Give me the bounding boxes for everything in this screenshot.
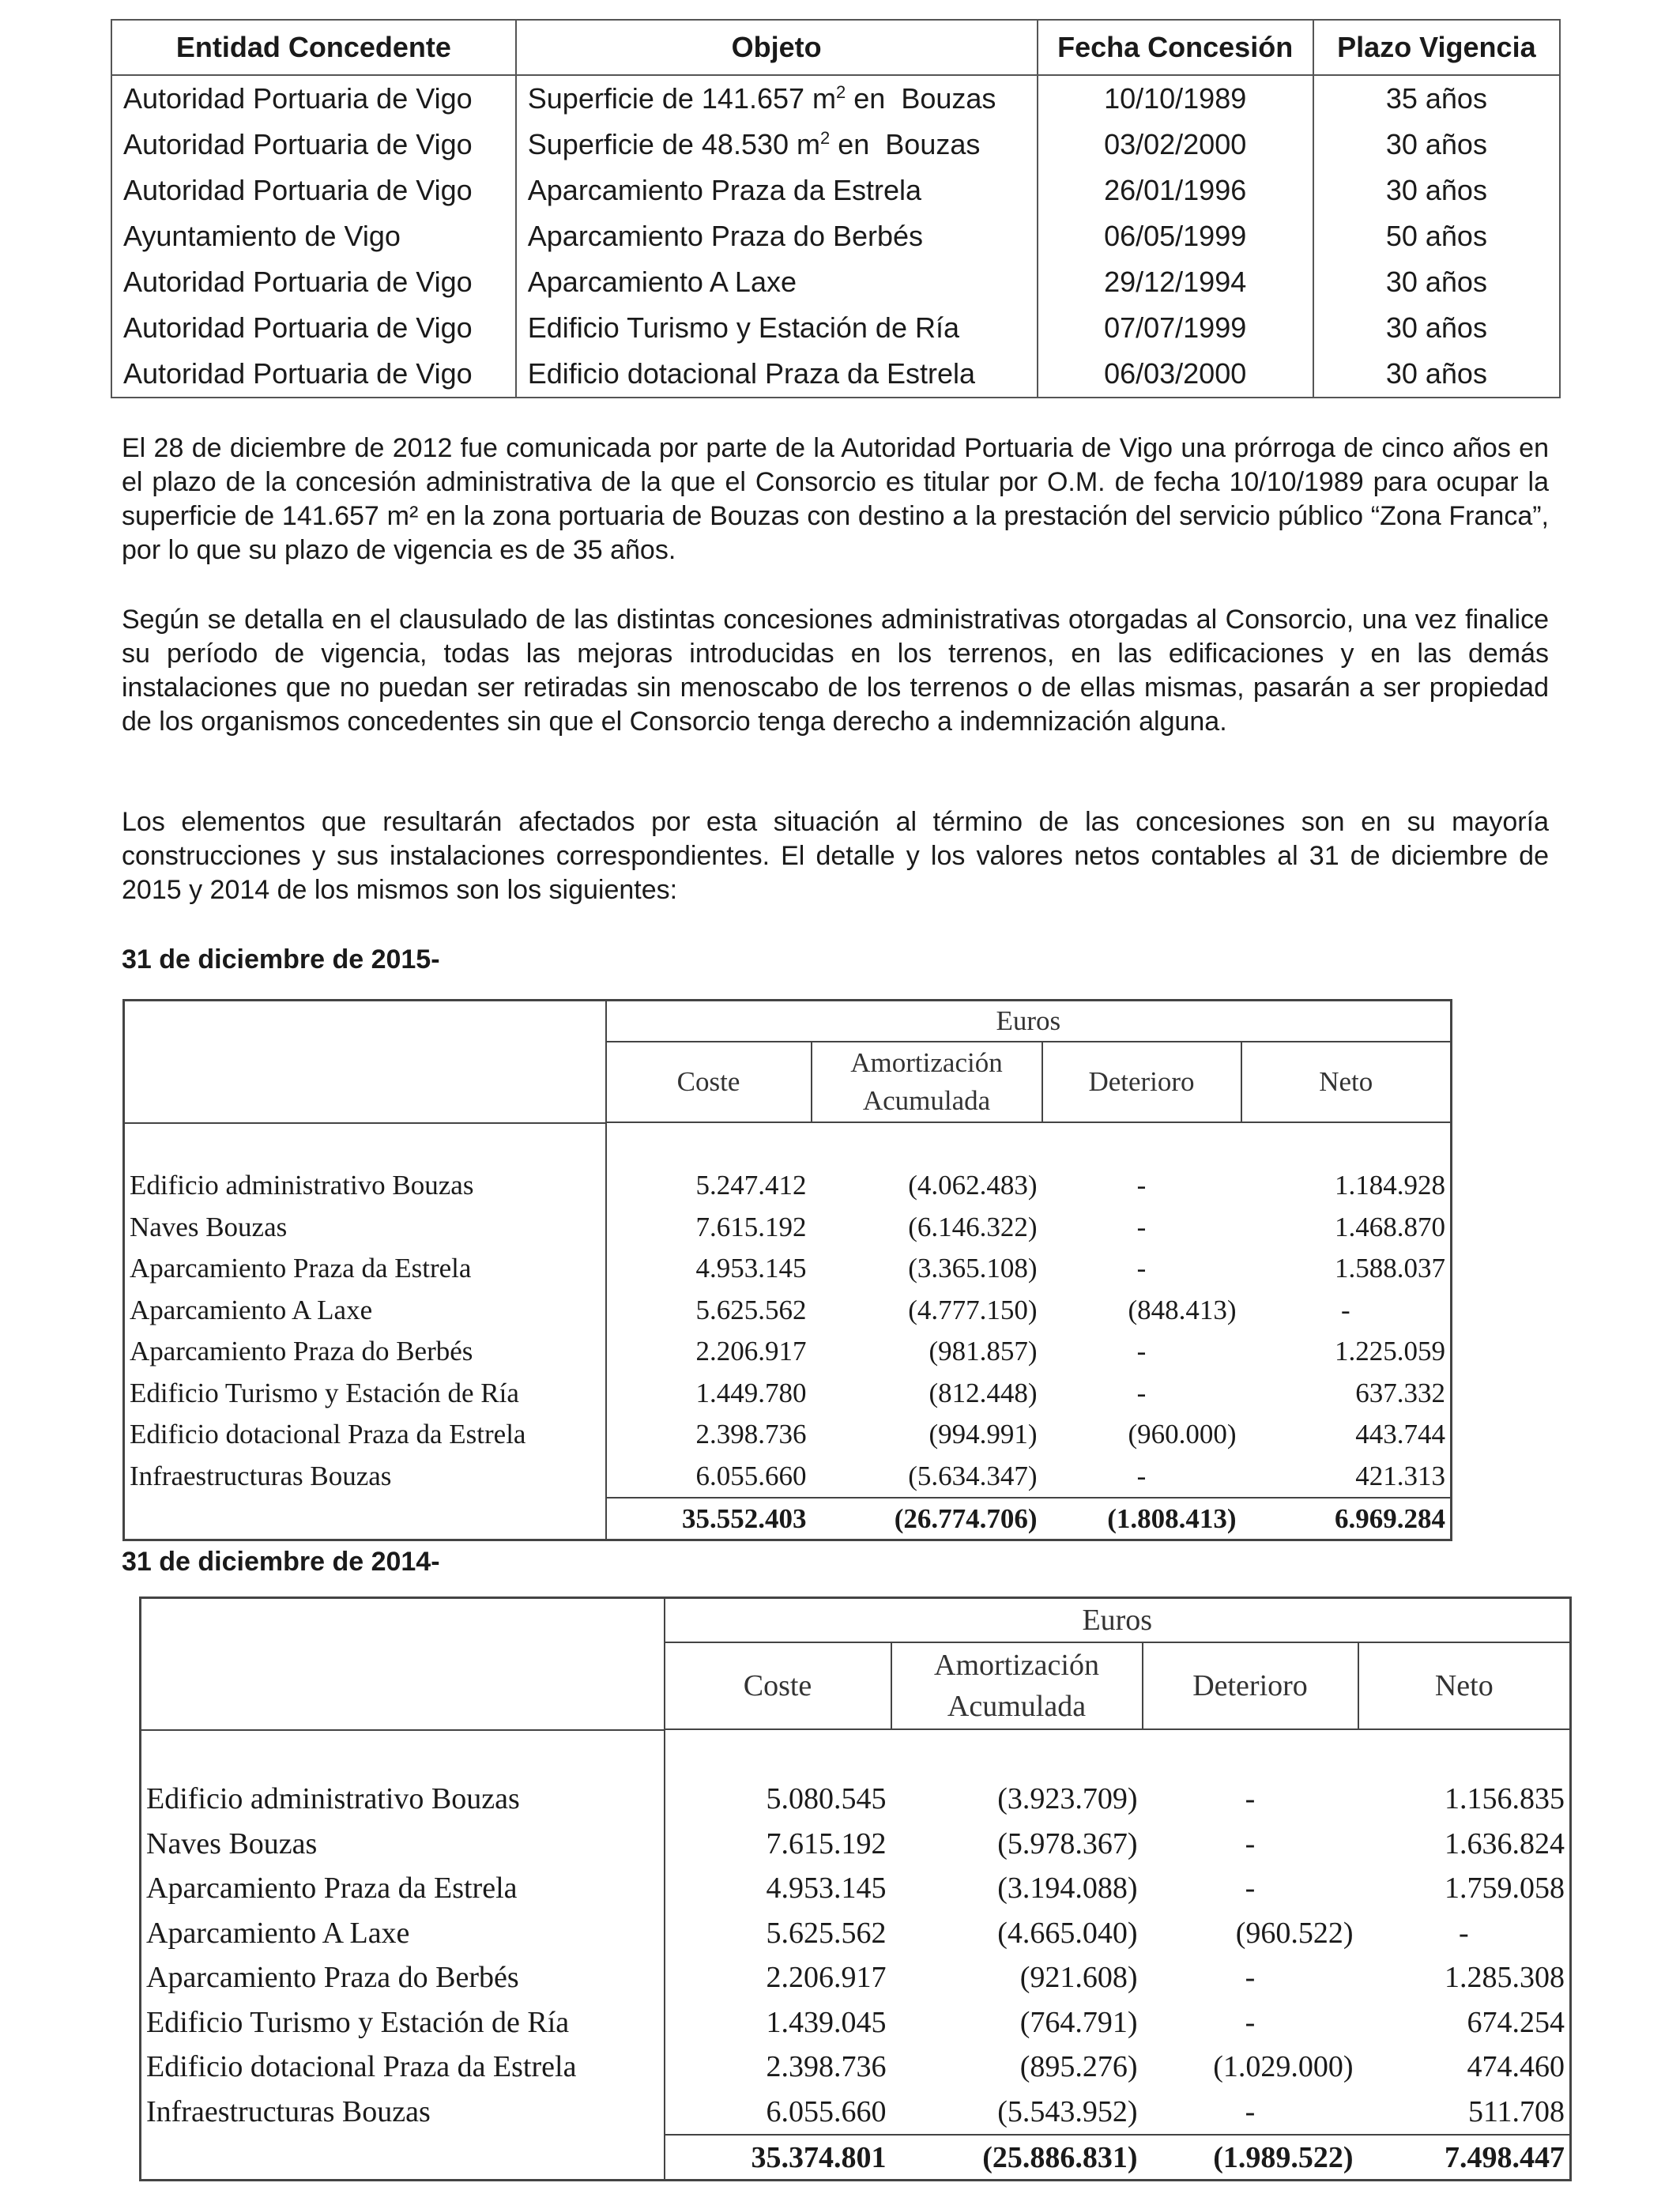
asset-neto: 674.254 [1467,2005,1565,2039]
header-amortizacion-line2: Acumulada [862,1085,991,1116]
assets-table-2015 [122,999,1452,1541]
header-deterioro: Deterioro [1042,1042,1241,1122]
asset-row [141,2000,1571,2045]
concessions-header-row [111,20,1560,75]
total-neto: 6.969.284 [1241,1498,1452,1540]
concession-entidad: Ayuntamiento de Vigo [111,213,516,259]
asset-row [141,2090,1571,2136]
total-row-2014 [141,2135,1571,2181]
asset-label: Aparcamiento Praza do Berbés [141,1955,665,2000]
heading-2014: 31 de diciembre de 2014- [122,1547,440,1577]
asset-coste: 5.625.562 [695,1294,807,1325]
header-objeto: Objeto [516,20,1038,75]
concession-fecha: 06/03/2000 [1038,351,1313,398]
assets-body-2015 [124,1165,1452,1498]
asset-neto: - [1340,1294,1350,1325]
total-coste: 35.552.403 [606,1498,812,1540]
asset-neto: 1.636.824 [1445,1826,1565,1860]
concession-plazo: 50 años [1313,213,1560,259]
header-neto: Neto [1241,1042,1452,1122]
concession-entidad: Autoridad Portuaria de Vigo [111,351,516,398]
asset-coste: 2.206.917 [766,1961,887,1995]
concession-objeto [516,213,1038,259]
asset-row [141,2045,1571,2090]
total-row-2015 [124,1498,1452,1540]
asset-label: Aparcamiento A Laxe [124,1290,606,1332]
asset-coste: 2.398.736 [766,2050,887,2084]
concession-objeto-text: Superficie de 48.530 m [527,128,820,160]
asset-deterioro: - [1245,1961,1256,1995]
asset-row [124,1331,1452,1373]
concession-row [111,351,1560,398]
asset-label: Aparcamiento A Laxe [141,1911,665,1956]
concession-fecha: 06/05/1999 [1038,213,1313,259]
asset-label: Infraestructuras Bouzas [141,2090,665,2136]
concession-plazo: 30 años [1313,305,1560,351]
asset-row [124,1456,1452,1498]
asset-neto: 1.759.058 [1445,1872,1565,1906]
concession-objeto [516,351,1038,398]
asset-row [141,1911,1571,1956]
asset-coste: 7.615.192 [766,1826,887,1860]
asset-neto: 511.708 [1467,2094,1565,2128]
asset-deterioro: - [1136,1253,1147,1284]
asset-amortizacion: (764.791) [1019,2005,1138,2039]
total-neto: 7.498.447 [1358,2135,1571,2181]
asset-neto: 1.156.835 [1445,1782,1565,1816]
asset-amortizacion: (981.857) [929,1336,1038,1367]
asset-amortizacion: (5.634.347) [908,1460,1038,1491]
asset-coste: 2.206.917 [695,1336,807,1367]
concession-objeto-sup: 2 [820,128,831,148]
asset-label: Aparcamiento Praza da Estrela [141,1866,665,1911]
assets-table-2014 [139,1596,1572,2181]
asset-amortizacion: (4.777.150) [908,1294,1038,1325]
concession-objeto [516,122,1038,168]
concession-row [111,75,1560,122]
heading-2015: 31 de diciembre de 2015- [122,944,440,974]
header-currency: Euros [665,1598,1571,1643]
assets-body-2014 [141,1777,1571,2135]
asset-row [141,1955,1571,2000]
concession-entidad: Autoridad Portuaria de Vigo [111,305,516,351]
asset-label: Edificio administrativo Bouzas [141,1777,665,1822]
asset-label: Aparcamiento Praza da Estrela [124,1248,606,1290]
asset-row [141,1777,1571,1822]
header-plazo: Plazo Vigencia [1313,20,1560,75]
asset-deterioro: - [1136,1377,1147,1408]
concession-objeto [516,259,1038,305]
concession-objeto [516,305,1038,351]
asset-coste: 1.439.045 [766,2005,887,2039]
concession-objeto-text: Aparcamiento Praza da Estrela [527,174,922,206]
asset-coste: 5.625.562 [766,1916,887,1950]
asset-coste: 5.247.412 [695,1170,807,1201]
asset-label: Edificio Turismo y Estación de Ría [124,1373,606,1415]
concession-fecha: 07/07/1999 [1038,305,1313,351]
concession-objeto-text: Superficie de 141.657 m [527,82,837,115]
concessions-body [111,75,1560,398]
concession-objeto [516,168,1038,213]
concession-row [111,305,1560,351]
paragraph-prorroga: El 28 de diciembre de 2012 fue comunicada por parte de la Autoridad Portuaria de Vigo una prórroga de cinco años en el plazo de la concesión administrativa de la que el Consorcio es titular por O.M. de fecha 10/10/1989 para ocupar la superficie de 141.657 m² en la zona portuaria de Bouzas con destino a la prestación del servicio público “Zona Franca”, por lo que su plazo de vigencia es de 35 años. [122,433,1549,565]
asset-amortizacion: (3.365.108) [908,1253,1038,1284]
concession-entidad: Autoridad Portuaria de Vigo [111,168,516,213]
paragraph-clausulado: Según se detalla en el clausulado de las distintas concesiones administrativas otorgadas al Consorcio, una vez finalice su período de vigencia, todas las mejoras introducidas en los terrenos, en las edificaciones y en las demás instalaciones que no puedan ser retiradas sin menoscabo de los terrenos o de ellas mismas, pasarán a ser propiedad de los organismos concedentes sin que el Consorcio tenga derecho a indemnización alguna. [122,605,1549,737]
asset-neto: 421.313 [1355,1460,1446,1491]
concession-objeto-tail: en Bouzas [830,128,981,160]
concessions-table [111,19,1561,398]
asset-amortizacion: (3.923.709) [997,1782,1138,1816]
asset-deterioro: - [1245,1872,1256,1906]
asset-label: Edificio dotacional Praza da Estrela [141,2045,665,2090]
header-amortizacion [891,1642,1143,1729]
concession-entidad: Autoridad Portuaria de Vigo [111,122,516,168]
asset-row [141,1866,1571,1911]
asset-amortizacion: (6.146.322) [908,1211,1038,1242]
asset-deterioro: - [1136,1336,1147,1367]
concession-objeto-text: Edificio Turismo y Estación de Ría [527,311,959,344]
total-deterioro: (1.808.413) [1042,1498,1241,1540]
asset-neto: 637.332 [1355,1377,1446,1408]
header-amortizacion-line2: Acumulada [947,1690,1087,1723]
asset-deterioro: (960.522) [1235,1916,1354,1950]
total-amortizacion: (26.774.706) [812,1498,1042,1540]
asset-coste: 5.080.545 [766,1782,887,1816]
asset-row [124,1373,1452,1415]
asset-deterioro: - [1136,1460,1147,1491]
asset-deterioro: - [1245,2005,1256,2039]
asset-coste: 6.055.660 [695,1460,807,1491]
asset-coste: 7.615.192 [695,1211,807,1242]
concession-objeto [516,75,1038,122]
asset-amortizacion: (812.448) [929,1377,1038,1408]
asset-neto: 1.225.059 [1335,1336,1446,1367]
total-label [124,1498,606,1540]
asset-neto: 1.588.037 [1335,1253,1446,1284]
asset-coste: 4.953.145 [766,1872,887,1906]
concession-row [111,122,1560,168]
header-fecha: Fecha Concesión [1038,20,1313,75]
concession-row [111,168,1560,213]
header-blank [124,1001,606,1124]
total-deterioro: (1.989.522) [1143,2135,1358,2181]
concession-row [111,213,1560,259]
header-neto: Neto [1358,1642,1571,1729]
concession-objeto-sup: 2 [836,82,846,102]
asset-row [141,1822,1571,1867]
asset-amortizacion: (4.665.040) [997,1916,1138,1950]
asset-row [124,1290,1452,1332]
concession-objeto-text: Aparcamiento A Laxe [527,266,797,298]
concession-row [111,259,1560,305]
asset-label: Aparcamiento Praza do Berbés [124,1331,606,1373]
asset-neto: 474.460 [1467,2050,1565,2084]
asset-label: Naves Bouzas [124,1207,606,1249]
concession-entidad: Autoridad Portuaria de Vigo [111,75,516,122]
concession-fecha: 10/10/1989 [1038,75,1313,122]
asset-amortizacion: (5.543.952) [997,2094,1138,2128]
asset-label: Edificio administrativo Bouzas [124,1165,606,1207]
header-coste: Coste [665,1642,891,1729]
asset-amortizacion: (5.978.367) [997,1826,1138,1860]
asset-deterioro: - [1245,1782,1256,1816]
concession-fecha: 26/01/1996 [1038,168,1313,213]
asset-amortizacion: (921.608) [1019,1961,1138,1995]
concession-fecha: 03/02/2000 [1038,122,1313,168]
total-label [141,2135,665,2181]
total-coste: 35.374.801 [665,2135,891,2181]
asset-amortizacion: (895.276) [1019,2050,1138,2084]
header-deterioro: Deterioro [1143,1642,1358,1729]
concession-entidad: Autoridad Portuaria de Vigo [111,259,516,305]
concession-plazo: 35 años [1313,75,1560,122]
concession-objeto-text: Aparcamiento Praza do Berbés [527,220,924,252]
concession-plazo: 30 años [1313,259,1560,305]
header-blank [141,1598,665,1731]
asset-neto: - [1458,1916,1469,1950]
asset-deterioro: - [1245,1826,1256,1860]
asset-coste: 6.055.660 [766,2094,887,2128]
asset-neto: 1.468.870 [1335,1211,1446,1242]
asset-row [124,1414,1452,1456]
header-amortizacion [812,1042,1042,1122]
asset-deterioro: - [1136,1170,1147,1201]
asset-label: Edificio dotacional Praza da Estrela [124,1414,606,1456]
asset-deterioro: - [1136,1211,1147,1242]
asset-row [124,1248,1452,1290]
total-amortizacion: (25.886.831) [891,2135,1143,2181]
asset-deterioro: (1.029.000) [1213,2050,1354,2084]
asset-amortizacion: (3.194.088) [997,1872,1138,1906]
asset-coste: 1.449.780 [695,1377,807,1408]
paragraph-elementos: Los elementos que resultarán afectados por esta situación al término de las concesiones son en su mayoría construcciones y sus instalaciones correspondientes. El detalle y los valores netos contables al 31 de diciembre de 2015 y 2014 de los mismos son los siguientes: [122,807,1549,905]
asset-row [124,1165,1452,1207]
asset-neto: 443.744 [1355,1419,1446,1450]
asset-label: Naves Bouzas [141,1822,665,1867]
header-entidad: Entidad Concedente [111,20,516,75]
concession-plazo: 30 años [1313,122,1560,168]
concession-objeto-text: Edificio dotacional Praza da Estrela [527,357,976,390]
asset-deterioro: (960.000) [1128,1419,1237,1450]
asset-label: Edificio Turismo y Estación de Ría [141,2000,665,2045]
header-coste: Coste [606,1042,812,1122]
header-currency: Euros [606,1001,1452,1042]
header-amortizacion-line1: Amortización [850,1047,1003,1078]
concession-plazo: 30 años [1313,168,1560,213]
asset-neto: 1.184.928 [1335,1170,1446,1201]
asset-label: Infraestructuras Bouzas [124,1456,606,1498]
asset-neto: 1.285.308 [1445,1961,1565,1995]
asset-coste: 2.398.736 [695,1419,807,1450]
asset-row [124,1207,1452,1249]
asset-amortizacion: (994.991) [929,1419,1038,1450]
asset-deterioro: - [1245,2094,1256,2128]
concession-fecha: 29/12/1994 [1038,259,1313,305]
concession-objeto-tail: en Bouzas [846,82,996,115]
asset-coste: 4.953.145 [695,1253,807,1284]
asset-amortizacion: (4.062.483) [908,1170,1038,1201]
asset-deterioro: (848.413) [1128,1294,1237,1325]
header-amortizacion-line1: Amortización [934,1649,1099,1682]
concession-plazo: 30 años [1313,351,1560,398]
